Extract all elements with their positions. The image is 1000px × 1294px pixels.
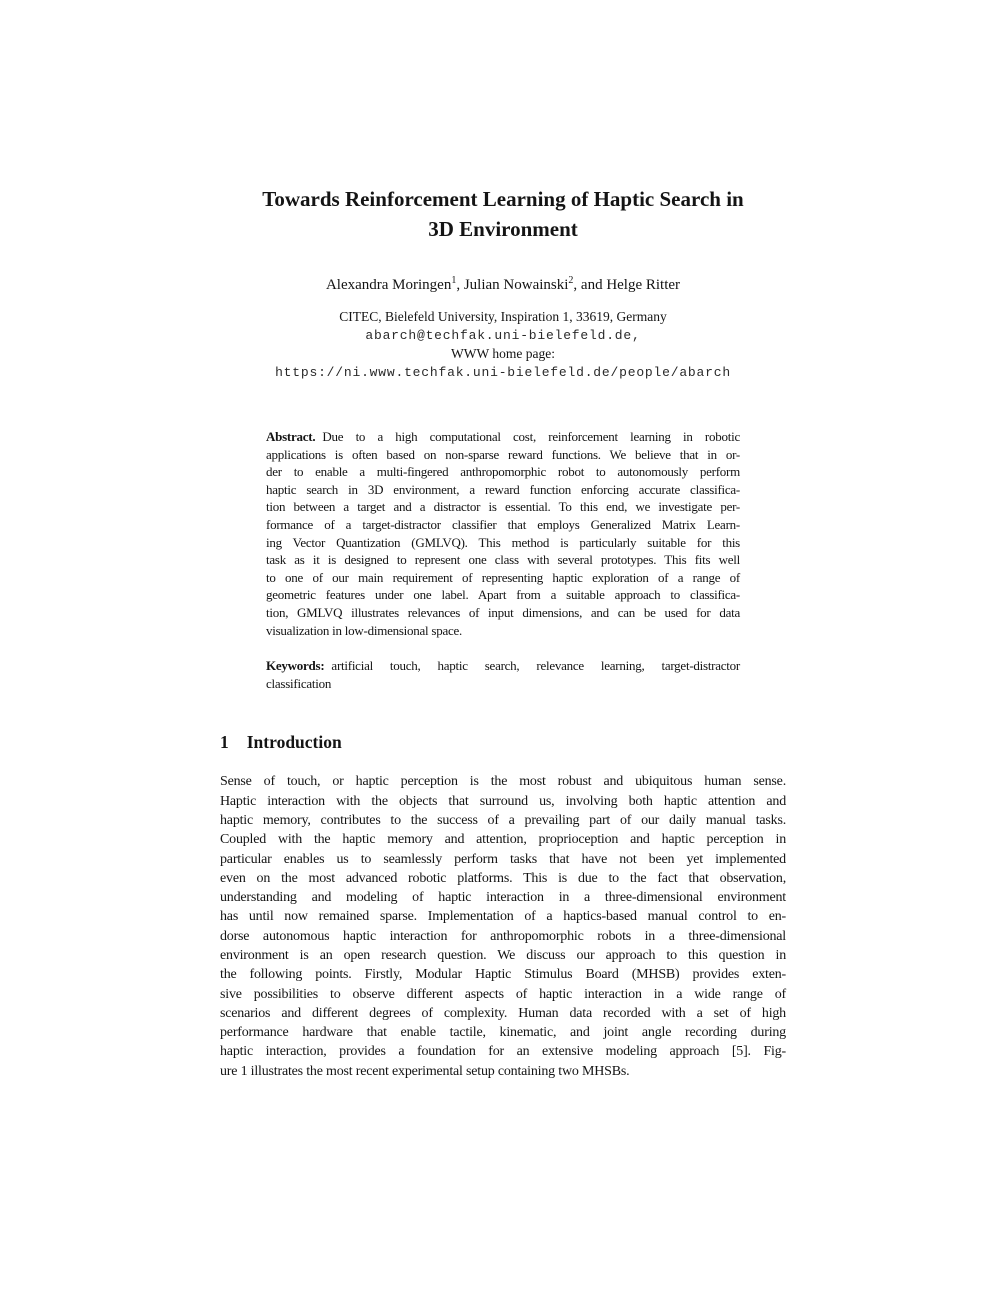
- keywords-last-line: classification: [266, 675, 332, 691]
- text-line: haptic interaction, provides a foundation for an extensive modeling approach [5]. Fig-: [220, 1044, 786, 1060]
- text-line: task as it is designed to represent one class with several prototypes. This fits well: [266, 552, 740, 568]
- homepage-url: https://ni.www.techfak.uni-bielefeld.de/people/abarch: [275, 364, 731, 380]
- text-line: geometric features under one label. Apart from a suitable approach to classifica-: [266, 587, 740, 603]
- paper-title-line-1: Towards Reinforcement Learning of Haptic Search in: [262, 187, 744, 211]
- text-line: tion between a target and a distractor is essential. To this end, we investigate per-: [266, 499, 740, 515]
- text-line: even on the most advanced robotic platforms. This is due to the fact that observation,: [220, 870, 786, 886]
- affiliation-block: [220, 308, 786, 382]
- text-line: ing Vector Quantization (GMLVQ). This method is particularly suitable for this: [266, 534, 740, 550]
- text-line: environment is an open research question. We discuss our approach to this question in: [220, 947, 786, 963]
- text-line: dorse autonomous haptic interaction for anthropomorphic robots in a three-dimensional: [220, 928, 786, 944]
- authors-line: [220, 277, 786, 294]
- text-line: der to enable a multi-fingered anthropomorphic robot to autonomously perform: [266, 464, 740, 480]
- keywords-first-line: [266, 657, 740, 675]
- section-number: 1: [220, 732, 229, 753]
- intro-paragraph: [220, 772, 786, 1081]
- section-title: Introduction: [246, 732, 342, 753]
- abstract-first-line-text: Due to a high computational cost, reinforcement learning in robotic: [322, 429, 740, 444]
- homepage-label: WWW home page:: [451, 346, 555, 361]
- section-heading: [220, 732, 786, 753]
- text-line: ure 1 illustrates the most recent experimental setup containing two MHSBs.: [220, 1063, 630, 1079]
- author-email: abarch@techfak.uni-bielefeld.de,: [365, 327, 641, 343]
- keywords-block: [266, 657, 740, 692]
- author-name-2: , Julian Nowainski: [456, 277, 569, 293]
- paper-title: [220, 184, 786, 244]
- text-line: Coupled with the haptic memory and attention, proprioception and haptic perception in: [220, 832, 786, 848]
- text-line: sive possibilities to observe different aspects of haptic interaction in a wide range of: [220, 986, 786, 1002]
- text-line: haptic search in 3D environment, a reward function enforcing accurate classifica-: [266, 481, 740, 497]
- text-line: Haptic interaction with the objects that surround us, involving both haptic attention and: [220, 793, 786, 809]
- text-line: visualization in low-dimensional space.: [266, 622, 463, 638]
- author-name-3: , and Helge Ritter: [573, 277, 681, 293]
- author-name-1: Alexandra Moringen: [325, 277, 452, 293]
- text-line: haptic memory, contributes to the success of a prevailing part of our daily manual tasks.: [220, 812, 786, 828]
- text-line: tion, GMLVQ illustrates relevances of input dimensions, and can be used for data: [266, 604, 740, 620]
- keywords-first-line-text: artificial touch, haptic search, relevance learning, target-distractor: [331, 658, 740, 674]
- affiliation-institution: CITEC, Bielefeld University, Inspiration 1, 33619, Germany: [339, 309, 667, 324]
- text-line: particular enables us to seamlessly perform tasks that have not been yet implemented: [220, 851, 786, 867]
- text-line: performance hardware that enable tactile, kinematic, and joint angle recording during: [220, 1025, 786, 1041]
- text-line: Sense of touch, or haptic perception is the most robust and ubiquitous human sense.: [220, 774, 786, 790]
- text-line: has until now remained sparse. Implementation of a haptics-based manual control to en-: [220, 909, 786, 925]
- text-line: understanding and modeling of haptic interaction in a three-dimensional environment: [220, 890, 786, 906]
- text-line: the following points. Firstly, Modular Haptic Stimulus Board (MHSB) provides exten-: [220, 967, 786, 983]
- author-affiliation-mark-1: 1: [451, 275, 457, 286]
- text-line: scenarios and different degrees of complexity. Human data recorded with a set of high: [220, 1005, 786, 1021]
- text-line: to one of our main requirement of representing haptic exploration of a range of: [266, 569, 740, 585]
- abstract-first-line: [266, 428, 740, 446]
- abstract-label: Abstract.: [266, 429, 316, 444]
- author-affiliation-mark-2: 2: [568, 275, 574, 286]
- paper-title-line-2: 3D Environment: [428, 217, 578, 241]
- text-line: formance of a target-distractor classifier that employs Generalized Matrix Learn-: [266, 516, 740, 532]
- abstract-body: [266, 446, 740, 640]
- page-content: [220, 184, 786, 1081]
- text-line: applications is often based on non-sparse reward functions. We believe that in or-: [266, 446, 740, 462]
- keywords-label: Keywords:: [266, 658, 325, 674]
- abstract-block: [266, 428, 740, 692]
